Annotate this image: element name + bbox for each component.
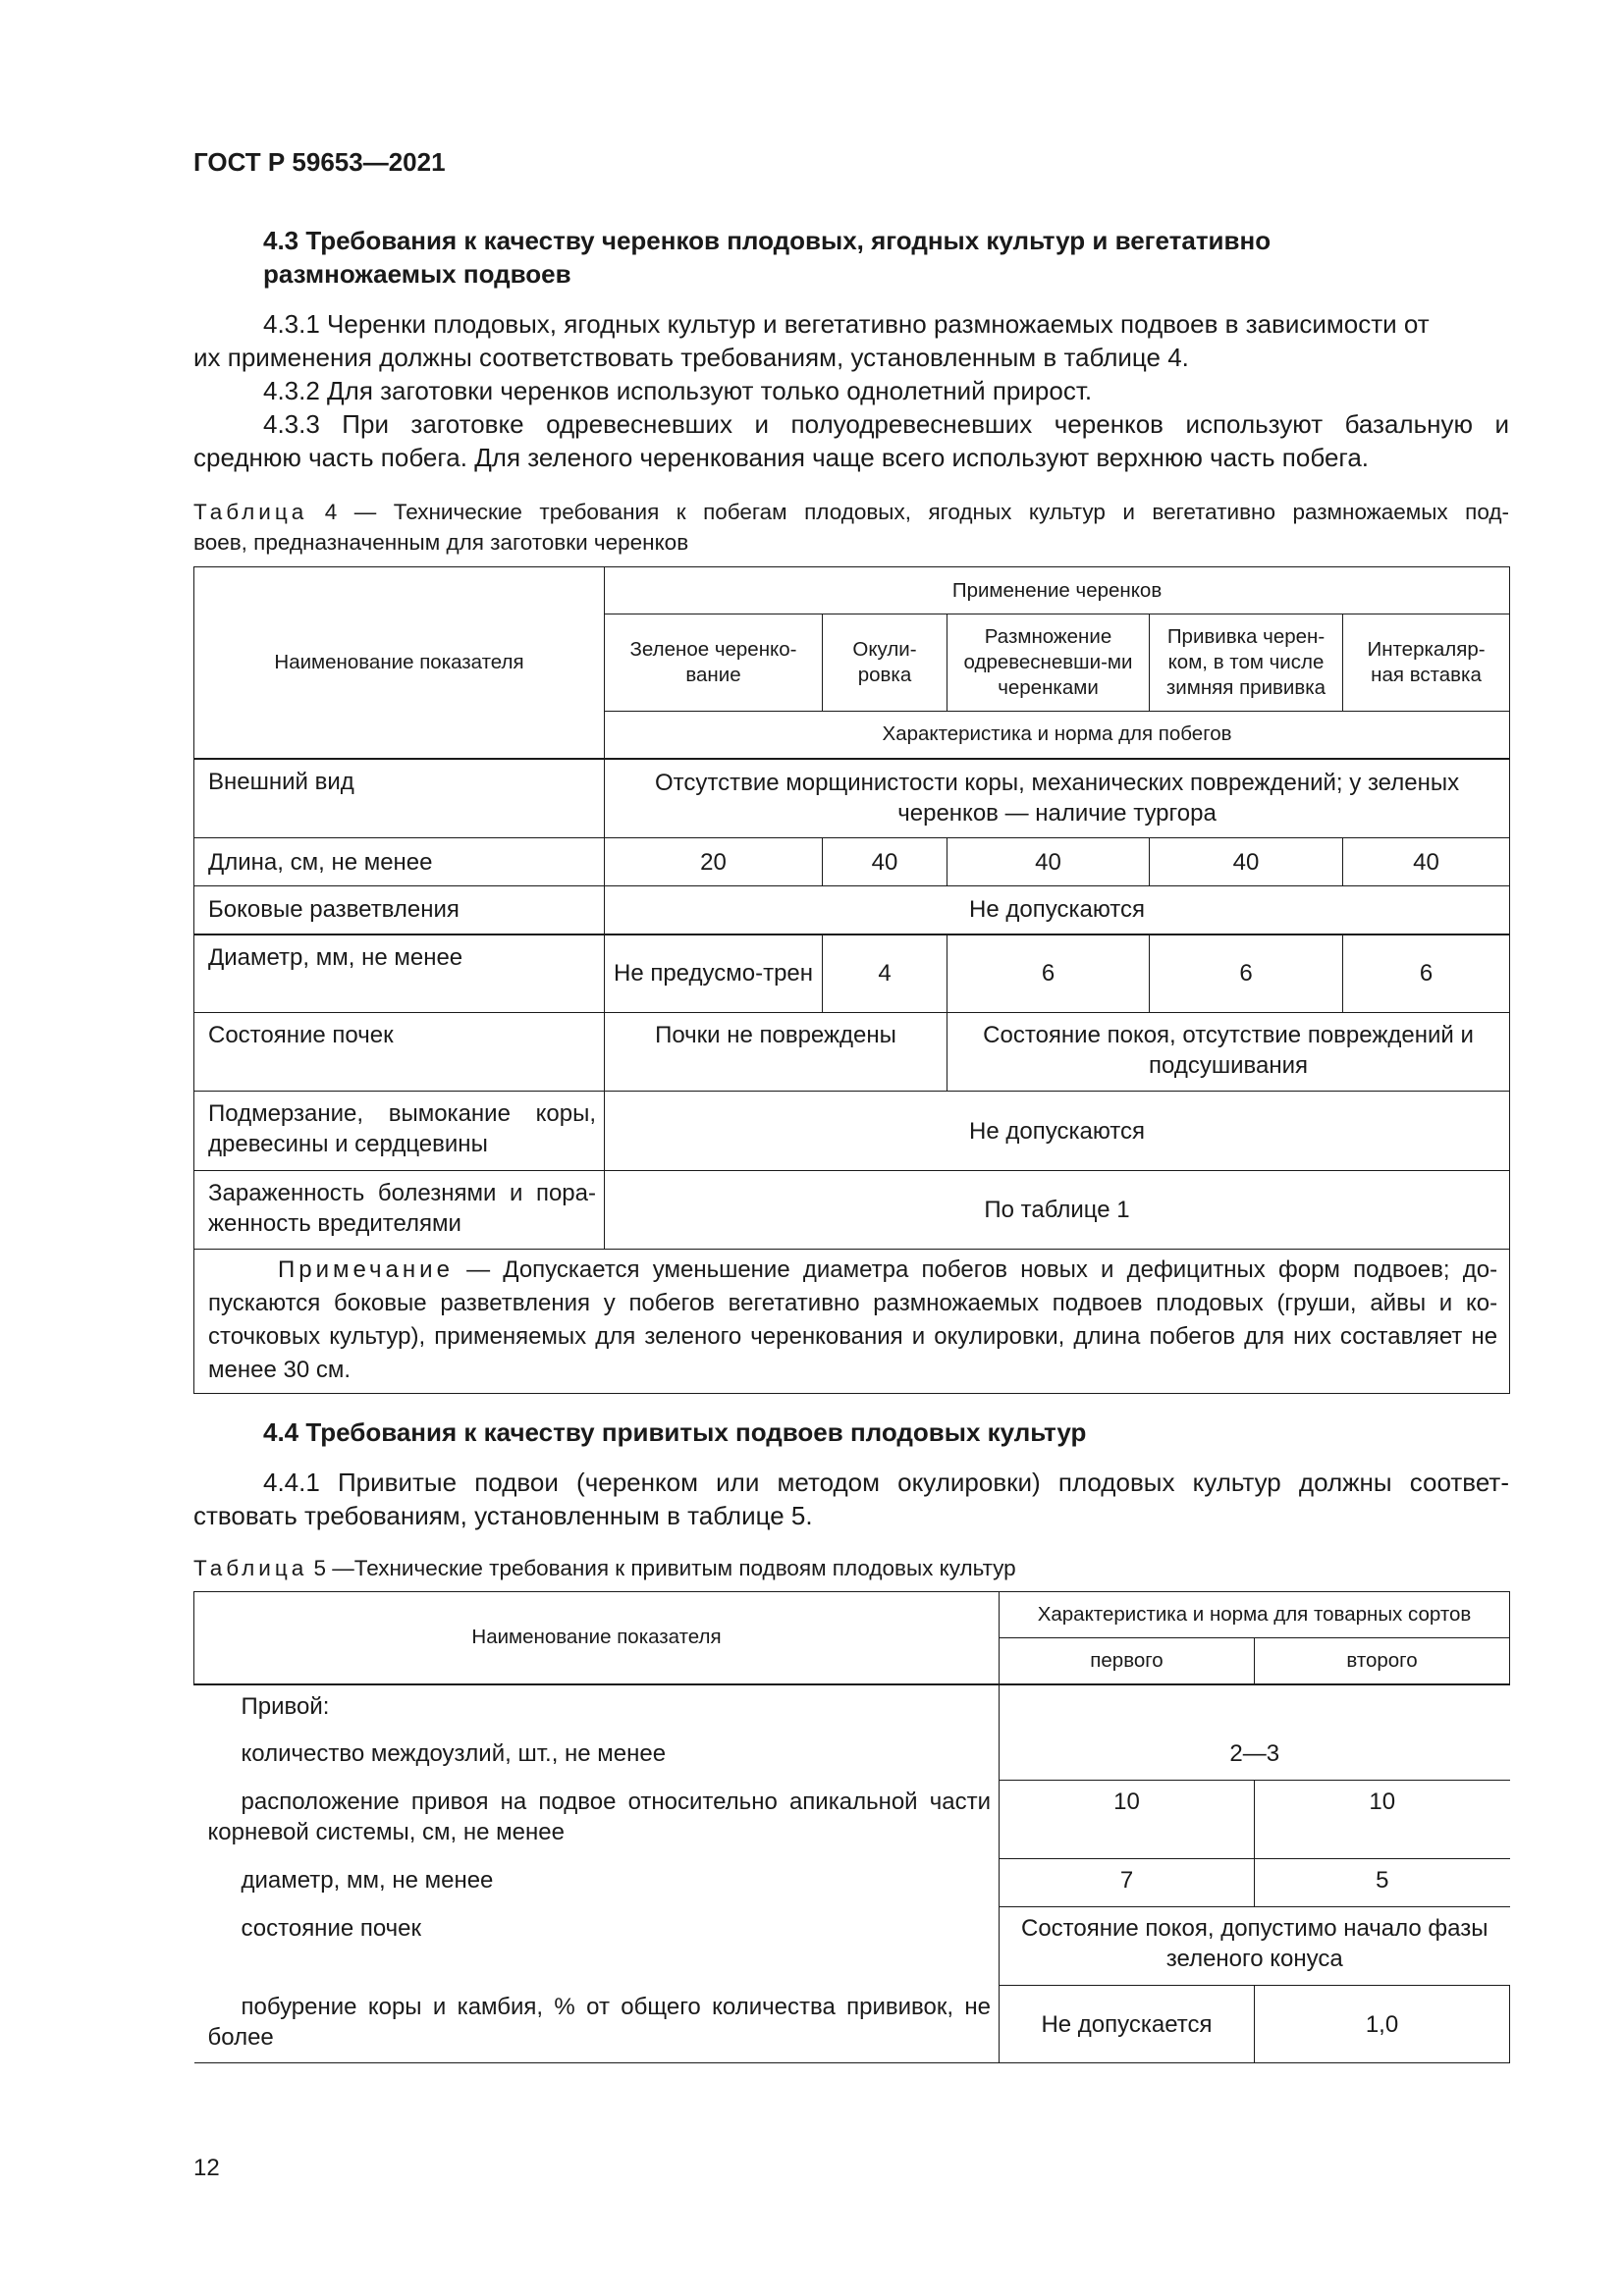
section-4-4-title: 4.4 Требования к качеству привитых подвоев плодовых культур: [263, 1417, 1087, 1447]
t5-scion-empty: [1000, 1684, 1510, 1733]
t4-infection-label: Зараженность болезнями и пора-женность вредителями: [194, 1171, 605, 1250]
t4-length-value: 40: [1150, 838, 1343, 886]
t4-branches-value: Не допускаются: [605, 886, 1510, 934]
t4-note-text: — Допускается уменьшение диаметра побегов новых и дефицитных форм подвоев; до-пускаются боковые разветвления у побегов вегетативно размножаемых подвоев плодовых (груши, айвы и ко-сточковых культур), применяемых для зеленого черенкования и окулировки, длина побегов для них составляет не менее 30 см.: [208, 1256, 1498, 1383]
t5-browning-value: 1,0: [1255, 1986, 1510, 2063]
t5-position-value: 10: [1255, 1781, 1510, 1859]
t4-length-value: 40: [823, 838, 947, 886]
para-4-3-1-line1: 4.3.1 Черенки плодовых, ягодных культур и вегетативно размножаемых подвоев в зависимости от: [263, 309, 1430, 339]
para-4-3-3-line1: 4.3.3 При заготовке одревесневших и полуодревесневших черенков используют базальную и: [263, 409, 1509, 439]
t4-header-characteristic: Характеристика и норма для побегов: [605, 712, 1510, 759]
para-4-3-3-line2: среднюю часть побега. Для зеленого черенкования чаще всего используют верхнюю часть побега.: [193, 443, 1370, 472]
table4-caption-text: 4 — Технические требования к побегам плодовых, ягодных культур и вегетативно размножаемых под-: [307, 500, 1509, 524]
t5-internodes-label: количество междоузлий, шт., не менее: [241, 1739, 667, 1767]
t4-diameter-label: Диаметр, мм, не менее: [194, 934, 605, 1013]
table-4: [193, 566, 1510, 1394]
t5-browning-value: Не допускается: [1000, 1986, 1255, 2063]
t4-diameter-value: 6: [947, 934, 1150, 1013]
table4-caption-line1: [193, 497, 1509, 527]
t4-branches-label: Боковые разветвления: [194, 886, 605, 934]
t4-buds-value-green: Почки не повреждены: [605, 1013, 947, 1092]
t4-appearance-value: Отсутствие морщинистости коры, механических повреждений; у зеленых черенков — наличие тургора: [605, 759, 1510, 838]
t4-length-label: Длина, см, не менее: [194, 838, 605, 886]
t5-diameter-value: 5: [1255, 1859, 1510, 1907]
t5-internodes-value: 2—3: [1000, 1733, 1510, 1781]
t5-buds-value: Состояние покоя, допустимо начало фазы зеленого конуса: [1000, 1907, 1510, 1986]
t4-buds-value-other: Состояние покоя, отсутствие повреждений и подсушивания: [947, 1013, 1510, 1092]
t5-scion-label: Привой:: [194, 1684, 1000, 1733]
t4-note: [194, 1250, 1510, 1394]
t5-header-first: первого: [1000, 1638, 1255, 1684]
t5-position-value: 10: [1000, 1781, 1255, 1859]
t4-length-value: 40: [947, 838, 1150, 886]
t4-freezing-label: Подмерзание, вымокание коры, древесины и сердцевины: [194, 1092, 605, 1171]
t4-length-value: 20: [605, 838, 823, 886]
t5-browning-label: побурение коры и камбия, % от общего количества прививок, не более: [194, 1986, 1000, 2063]
t4-infection-value: По таблице 1: [605, 1171, 1510, 1250]
t5-position-label: расположение привоя на подвое относительно апикальной части корневой системы, см, не менее: [207, 1788, 991, 1845]
table5-caption: [193, 1553, 1509, 1583]
t4-appearance-label: Внешний вид: [194, 759, 605, 838]
t4-note-prefix: Примечание: [278, 1256, 454, 1283]
document-code: ГОСТ Р 59653—2021: [193, 147, 446, 177]
t4-header-col-green: Зеленое черенко-вание: [605, 614, 823, 712]
t4-header-col-grafting: Прививка черен-ком, в том числе зимняя прививка: [1150, 614, 1343, 712]
section-4-3-title-line2: размножаемых подвоев: [263, 259, 571, 289]
table5-caption-prefix: Таблица: [193, 1556, 308, 1580]
t5-diameter-label: диаметр, мм, не менее: [241, 1866, 494, 1894]
t4-diameter-value: 6: [1343, 934, 1510, 1013]
t4-header-col-budding: Окули-ровка: [823, 614, 947, 712]
t4-header-col-interstem: Интеркаляр-ная вставка: [1343, 614, 1510, 712]
table-5: [193, 1591, 1510, 2063]
table5-caption-text: 5 —Технические требования к привитым подвоям плодовых культур: [307, 1556, 1016, 1580]
t4-length-value: 40: [1343, 838, 1510, 886]
para-4-3-2: 4.3.2 Для заготовки черенков используют только однолетний прирост.: [263, 376, 1093, 405]
t4-header-application: Применение черенков: [605, 567, 1510, 614]
t4-header-col-woody: Размножение одревесневши-ми черенками: [947, 614, 1150, 712]
t5-header-characteristic: Характеристика и норма для товарных сортов: [1000, 1592, 1510, 1638]
page-number: 12: [193, 2155, 220, 2181]
t4-diameter-value: 4: [823, 934, 947, 1013]
t4-header-indicator: Наименование показателя: [194, 567, 605, 759]
para-4-4-1-line1: 4.4.1 Привитые подвои (черенком или методом окулировки) плодовых культур должны соответ-: [263, 1468, 1509, 1497]
para-4-3-1-line2: их применения должны соответствовать требованиям, установленным в таблице 4.: [193, 343, 1189, 372]
t4-freezing-value: Не допускаются: [605, 1092, 1510, 1171]
t5-header-second: второго: [1255, 1638, 1510, 1684]
t4-buds-label: Состояние почек: [194, 1013, 605, 1092]
t5-diameter-value: 7: [1000, 1859, 1255, 1907]
para-4-4-1-line2: ствовать требованиям, установленным в таблице 5.: [193, 1501, 813, 1530]
t5-buds-label: состояние почек: [241, 1914, 422, 1942]
t4-diameter-value: Не предусмо-трен: [605, 934, 823, 1013]
t5-header-indicator: Наименование показателя: [194, 1592, 1000, 1684]
table4-caption-line2: воев, предназначенным для заготовки черенков: [193, 530, 689, 555]
t4-diameter-value: 6: [1150, 934, 1343, 1013]
section-4-3-title-line1: 4.3 Требования к качеству черенков плодовых, ягодных культур и вегетативно: [263, 226, 1272, 255]
table4-caption-prefix: Таблица: [193, 500, 308, 524]
